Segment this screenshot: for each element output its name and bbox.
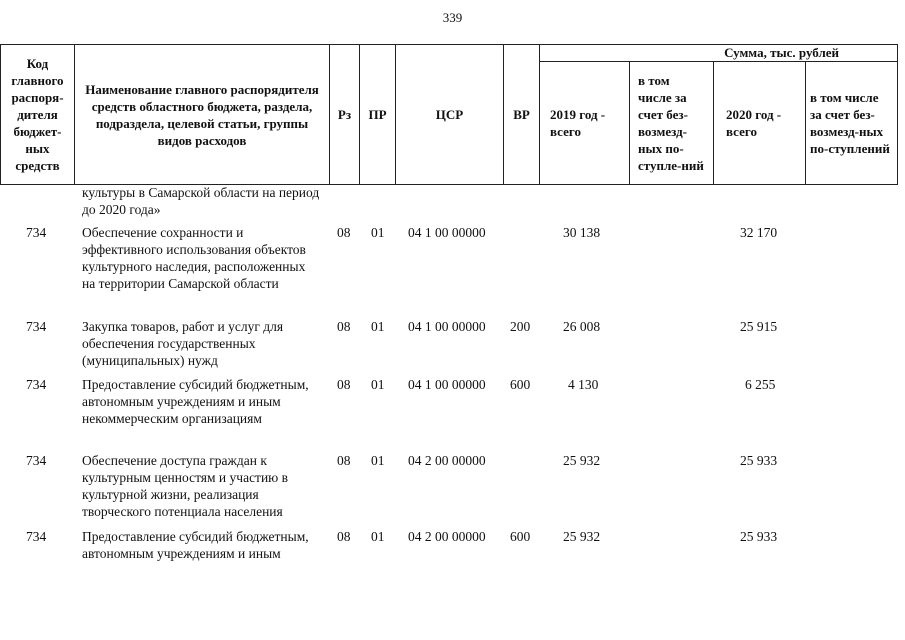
row-code: 734 [26, 453, 47, 468]
header-2020-text: 2020 год - всего [726, 107, 782, 139]
row-code: 734 [26, 225, 47, 240]
header-sum-text: Сумма, тыс. рублей [724, 45, 839, 60]
row-csr: 04 2 00 00000 [408, 453, 486, 468]
header-2019-text: 2019 год - всего [550, 107, 606, 139]
row-name: Предоставление субсидий бюджетным, автономным учреждениям и иным [82, 529, 309, 561]
page-number: 339 [442, 10, 463, 25]
header-name [75, 44, 330, 185]
row-2020: 32 170 [740, 225, 778, 240]
header-name-text: Наименование главного распорядителя средств областного бюджета, раздела, подраздела, целевой статьи, группы видов расходов [85, 81, 319, 148]
header-vr-text: ВР [513, 106, 530, 122]
continuation-text [82, 184, 327, 218]
header-vr [504, 44, 540, 185]
continuation-name: культуры в Самарской области на период до 2020 года» [82, 185, 320, 217]
row-2019: 26 008 [563, 319, 601, 334]
row-2020: 25 915 [740, 319, 778, 334]
header-2020 [714, 62, 806, 185]
header-pr [360, 44, 396, 185]
header-pr-text: ПР [368, 106, 387, 122]
row-code: 734 [26, 319, 47, 334]
header-2019 [540, 62, 630, 185]
row-rz: 08 [337, 529, 351, 544]
row-pr: 01 [371, 529, 385, 544]
header-2020-free-text: в том числе за счет без-возмезд-ных по-ступлений [810, 90, 890, 156]
row-2020: 25 933 [740, 529, 778, 544]
row-2020: 25 933 [740, 453, 778, 468]
header-rz [330, 44, 360, 185]
row-vr: 600 [510, 529, 531, 544]
row-pr: 01 [371, 319, 385, 334]
header-code-text: Код главного распоря-дителя бюджет-ных средств [11, 56, 64, 173]
row-code: 734 [26, 377, 47, 392]
row-name: Обеспечение доступа граждан к культурным ценностям и участию в культурной жизни, реализация творческого потенциала населения [82, 453, 289, 519]
row-pr: 01 [371, 453, 385, 468]
header-code [0, 44, 75, 185]
row-vr: 200 [510, 319, 531, 334]
row-pr: 01 [371, 377, 385, 392]
row-rz: 08 [337, 225, 351, 240]
row-2019: 25 932 [563, 529, 601, 544]
header-2019-free [630, 62, 714, 185]
row-csr: 04 1 00 00000 [408, 225, 486, 240]
header-csr-text: ЦСР [435, 106, 464, 122]
row-rz: 08 [337, 377, 351, 392]
row-2019: 30 138 [563, 225, 601, 240]
row-csr: 04 1 00 00000 [408, 377, 486, 392]
header-csr [396, 44, 504, 185]
row-2020: 6 255 [745, 377, 776, 392]
row-code: 734 [26, 529, 47, 544]
row-csr: 04 2 00 00000 [408, 529, 486, 544]
row-2019: 25 932 [563, 453, 601, 468]
row-name: Обеспечение сохранности и эффективного использования объектов культурного наследия, расположенных на территории Самарской области [82, 225, 306, 291]
header-sum [540, 44, 898, 62]
header-2020-free [806, 62, 898, 185]
row-name: Закупка товаров, работ и услуг для обеспечения государственных (муниципальных) нужд [82, 319, 284, 368]
header-2019-free-text: в том числе за счет без-возмезд-ных по-ступле-ний [638, 73, 704, 173]
row-vr: 600 [510, 377, 531, 392]
row-name: Предоставление субсидий бюджетным, автономным учреждениям и иным некоммерческим организациям [82, 377, 309, 426]
row-csr: 04 1 00 00000 [408, 319, 486, 334]
row-rz: 08 [337, 453, 351, 468]
row-rz: 08 [337, 319, 351, 334]
header-rz-text: Рз [337, 106, 352, 122]
row-pr: 01 [371, 225, 385, 240]
row-2019: 4 130 [568, 377, 599, 392]
